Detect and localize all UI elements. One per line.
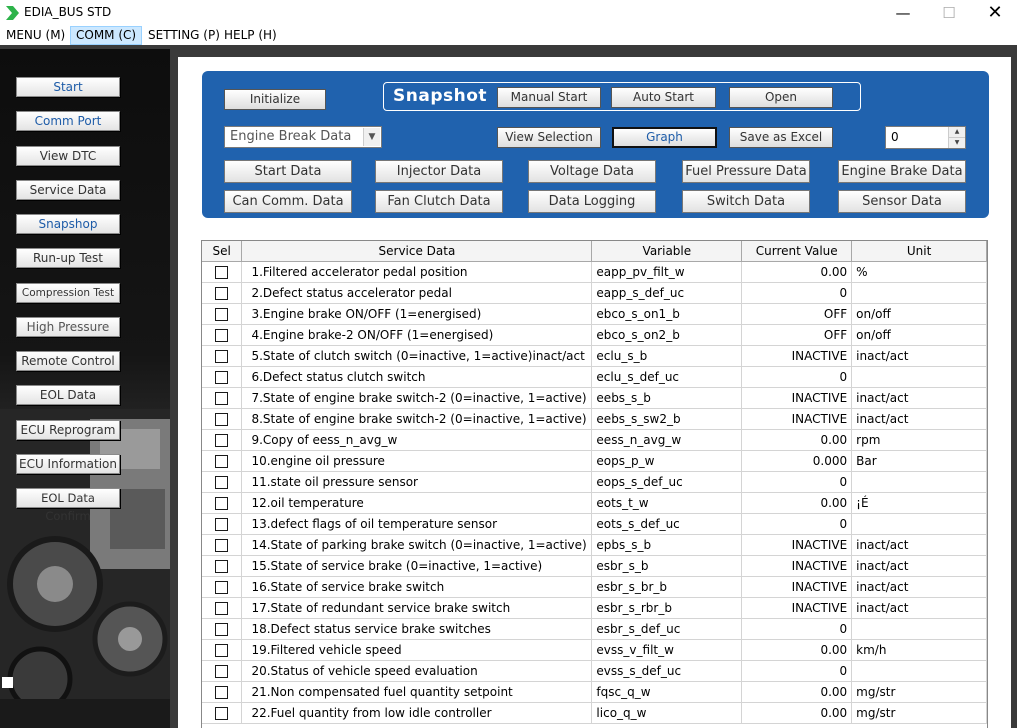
sidebar-comm-port-button[interactable]: Comm Port: [16, 111, 120, 131]
table-row[interactable]: [202, 430, 987, 451]
row-select-checkbox[interactable]: [215, 287, 228, 300]
data-logging-button[interactable]: Data Logging: [528, 190, 656, 213]
row-select-cell: [202, 535, 242, 556]
variable-name: eess_n_avg_w: [592, 430, 742, 451]
variable-name: eots_t_w: [592, 493, 742, 514]
row-select-cell: [202, 472, 242, 493]
row-select-cell: [202, 556, 242, 577]
row-select-cell: [202, 388, 242, 409]
table-row[interactable]: [202, 283, 987, 304]
service-data-name: 9.Copy of eess_n_avg_w: [242, 430, 592, 451]
row-select-cell: [202, 703, 242, 724]
table-row[interactable]: [202, 493, 987, 514]
unit: [852, 472, 987, 493]
unit: inact/act: [852, 388, 987, 409]
row-select-checkbox[interactable]: [215, 581, 228, 594]
service-data-table: [202, 241, 987, 724]
interval-spinner-value: 0: [891, 130, 899, 144]
row-select-checkbox[interactable]: [215, 413, 228, 426]
menu-setting[interactable]: SETTING (P): [148, 28, 220, 42]
unit: inact/act: [852, 577, 987, 598]
col-header-service-data[interactable]: Service Data: [242, 241, 592, 262]
row-select-cell: [202, 514, 242, 535]
current-value: OFF: [742, 304, 852, 325]
spin-down-icon[interactable]: ▼: [948, 137, 965, 148]
service-data-name: 1.Filtered accelerator pedal position: [242, 262, 592, 283]
variable-name: eapp_s_def_uc: [592, 283, 742, 304]
variable-name: epbs_s_b: [592, 535, 742, 556]
variable-name: eapp_pv_filt_w: [592, 262, 742, 283]
row-select-cell: [202, 451, 242, 472]
row-select-cell: [202, 598, 242, 619]
auto-start-button[interactable]: Auto Start: [611, 87, 716, 108]
service-data-name: 4.Engine brake-2 ON/OFF (1=energised): [242, 325, 592, 346]
close-button[interactable]: ✕: [987, 2, 1003, 23]
variable-name: esbr_s_br_b: [592, 577, 742, 598]
row-select-checkbox[interactable]: [215, 371, 228, 384]
menu-bar: [0, 26, 1017, 45]
start-data-button[interactable]: Start Data: [224, 160, 352, 183]
row-select-checkbox[interactable]: [215, 434, 228, 447]
variable-name: eops_s_def_uc: [592, 472, 742, 493]
row-select-cell: [202, 577, 242, 598]
sidebar-view-dtc-button[interactable]: View DTC: [16, 146, 120, 166]
table-row[interactable]: [202, 556, 987, 577]
unit: ¡É: [852, 493, 987, 514]
current-value: INACTIVE: [742, 409, 852, 430]
table-row[interactable]: [202, 577, 987, 598]
current-value: 0: [742, 472, 852, 493]
table-row[interactable]: [202, 619, 987, 640]
variable-name: fqsc_q_w: [592, 682, 742, 703]
unit: Bar: [852, 451, 987, 472]
variable-name: evss_s_def_uc: [592, 661, 742, 682]
row-select-cell: [202, 430, 242, 451]
table-row[interactable]: [202, 346, 987, 367]
sidebar-ecu-information-button[interactable]: ECU Information: [16, 454, 120, 474]
service-data-name: 5.State of clutch switch (0=inactive, 1=active)inact/act: [242, 346, 592, 367]
table-row[interactable]: [202, 661, 987, 682]
service-data-name: 18.Defect status service brake switches: [242, 619, 592, 640]
save-as-excel-button[interactable]: Save as Excel: [729, 127, 833, 148]
minimize-button[interactable]: —: [895, 4, 911, 22]
table-row[interactable]: [202, 409, 987, 430]
current-value: 0: [742, 283, 852, 304]
unit: [852, 661, 987, 682]
table-row[interactable]: [202, 451, 987, 472]
snapshot-title: Snapshot: [393, 86, 488, 106]
menu-help[interactable]: HELP (H): [224, 28, 277, 42]
unit: inact/act: [852, 346, 987, 367]
unit: rpm: [852, 430, 987, 451]
table-row[interactable]: [202, 388, 987, 409]
app-logo-icon: [4, 5, 20, 21]
row-select-checkbox[interactable]: [215, 497, 228, 510]
open-button[interactable]: Open: [729, 87, 833, 108]
current-value: 0.00: [742, 640, 852, 661]
unit: inact/act: [852, 535, 987, 556]
row-select-checkbox[interactable]: [215, 602, 228, 615]
sidebar-service-data-button[interactable]: Service Data: [16, 180, 120, 200]
service-data-name: 7.State of engine brake switch-2 (0=inactive, 1=active): [242, 388, 592, 409]
current-value: 0.00: [742, 430, 852, 451]
unit: %: [852, 262, 987, 283]
unit: [852, 283, 987, 304]
unit: km/h: [852, 640, 987, 661]
can-comm-data-button[interactable]: Can Comm. Data: [224, 190, 352, 213]
chevron-down-icon[interactable]: ▼: [363, 128, 380, 146]
initialize-button[interactable]: Initialize: [224, 89, 326, 110]
service-data-name: 8.State of engine brake switch-2 (0=inactive, 1=active): [242, 409, 592, 430]
row-select-checkbox[interactable]: [215, 539, 228, 552]
row-select-checkbox[interactable]: [215, 644, 228, 657]
variable-name: eops_p_w: [592, 451, 742, 472]
current-value: INACTIVE: [742, 577, 852, 598]
service-data-name: 12.oil temperature: [242, 493, 592, 514]
graph-button[interactable]: Graph: [612, 127, 717, 148]
row-select-checkbox[interactable]: [215, 392, 228, 405]
variable-name: ebco_s_on2_b: [592, 325, 742, 346]
interval-spinner[interactable]: [885, 126, 966, 149]
row-select-cell: [202, 367, 242, 388]
row-select-cell: [202, 409, 242, 430]
table-row[interactable]: [202, 640, 987, 661]
row-select-checkbox[interactable]: [215, 329, 228, 342]
current-value: INACTIVE: [742, 346, 852, 367]
unit: inact/act: [852, 409, 987, 430]
row-select-checkbox[interactable]: [215, 266, 228, 279]
current-value: INACTIVE: [742, 556, 852, 577]
current-value: 0.00: [742, 682, 852, 703]
variable-name: eclu_s_b: [592, 346, 742, 367]
current-value: 0: [742, 514, 852, 535]
current-value: 0: [742, 661, 852, 682]
service-data-name: 19.Filtered vehicle speed: [242, 640, 592, 661]
row-select-cell: [202, 346, 242, 367]
row-select-cell: [202, 325, 242, 346]
sidebar-remote-control-button[interactable]: Remote Control: [16, 351, 120, 371]
injector-data-button[interactable]: Injector Data: [375, 160, 503, 183]
current-value: 0.000: [742, 451, 852, 472]
sidebar-compression-test-button[interactable]: Compression Test: [16, 283, 120, 303]
current-value: 0.00: [742, 262, 852, 283]
service-data-name: 6.Defect status clutch switch: [242, 367, 592, 388]
row-select-checkbox[interactable]: [215, 476, 228, 489]
data-group-select-value: Engine Break Data: [230, 129, 352, 144]
table-row[interactable]: [202, 535, 987, 556]
service-data-grid: [201, 240, 988, 728]
service-data-name: 22.Fuel quantity from low idle controller: [242, 703, 592, 724]
col-header-sel[interactable]: Sel: [202, 241, 242, 262]
table-row[interactable]: [202, 325, 987, 346]
variable-name: eots_s_def_uc: [592, 514, 742, 535]
row-select-cell: [202, 640, 242, 661]
menu-menu[interactable]: MENU (M): [6, 28, 66, 42]
variable-name: esbr_s_def_uc: [592, 619, 742, 640]
fuel-pressure-data-button[interactable]: Fuel Pressure Data: [682, 160, 810, 183]
current-value: INACTIVE: [742, 535, 852, 556]
service-data-name: 16.State of service brake switch: [242, 577, 592, 598]
variable-name: ebco_s_on1_b: [592, 304, 742, 325]
maximize-button[interactable]: ☐: [942, 4, 956, 22]
current-value: OFF: [742, 325, 852, 346]
view-selection-button[interactable]: View Selection: [497, 127, 601, 148]
table-row[interactable]: [202, 472, 987, 493]
row-select-cell: [202, 262, 242, 283]
spin-up-icon[interactable]: ▲: [948, 127, 965, 137]
col-header-unit[interactable]: Unit: [852, 241, 987, 262]
data-group-select[interactable]: [224, 126, 382, 148]
sidebar-eol-data-confirm-button[interactable]: EOL Data Confirm: [16, 488, 120, 508]
row-select-cell: [202, 493, 242, 514]
table-header-row: [202, 241, 987, 262]
switch-data-button[interactable]: Switch Data: [682, 190, 810, 213]
sidebar-start-button[interactable]: Start: [16, 77, 120, 97]
current-value: 0.00: [742, 703, 852, 724]
unit: on/off: [852, 304, 987, 325]
sidebar-snapshop-button[interactable]: Snapshop: [16, 214, 120, 234]
service-data-name: 20.Status of vehicle speed evaluation: [242, 661, 592, 682]
table-row[interactable]: [202, 262, 987, 283]
col-header-current-value[interactable]: Current Value: [742, 241, 852, 262]
sidebar-run-up-test-button[interactable]: Run-up Test: [16, 248, 120, 268]
manual-start-button[interactable]: Manual Start: [497, 87, 601, 108]
row-select-cell: [202, 682, 242, 703]
service-data-name: 14.State of parking brake switch (0=inactive, 1=active): [242, 535, 592, 556]
variable-name: lico_q_w: [592, 703, 742, 724]
voltage-data-button[interactable]: Voltage Data: [528, 160, 656, 183]
sidebar-eol-data-button[interactable]: EOL Data: [16, 385, 120, 405]
table-row[interactable]: [202, 703, 987, 724]
row-select-checkbox[interactable]: [215, 665, 228, 678]
row-select-checkbox[interactable]: [215, 350, 228, 363]
table-row[interactable]: [202, 367, 987, 388]
service-data-name: 3.Engine brake ON/OFF (1=energised): [242, 304, 592, 325]
unit: mg/str: [852, 703, 987, 724]
table-body: [202, 262, 987, 724]
table-row[interactable]: [202, 304, 987, 325]
variable-name: esbr_s_rbr_b: [592, 598, 742, 619]
current-value: 0.00: [742, 493, 852, 514]
menu-comm[interactable]: COMM (C): [70, 26, 142, 45]
service-data-name: 13.defect flags of oil temperature sensor: [242, 514, 592, 535]
variable-name: esbr_s_b: [592, 556, 742, 577]
service-data-name: 21.Non compensated fuel quantity setpoint: [242, 682, 592, 703]
col-header-variable[interactable]: Variable: [592, 241, 742, 262]
row-select-cell: [202, 283, 242, 304]
service-data-name: 17.State of redundant service brake switch: [242, 598, 592, 619]
service-data-name: 2.Defect status accelerator pedal: [242, 283, 592, 304]
sensor-data-button[interactable]: Sensor Data: [838, 190, 966, 213]
row-select-checkbox[interactable]: [215, 560, 228, 573]
unit: inact/act: [852, 556, 987, 577]
variable-name: eebs_s_sw2_b: [592, 409, 742, 430]
service-data-name: 11.state oil pressure sensor: [242, 472, 592, 493]
engine-brake-data-button[interactable]: Engine Brake Data: [838, 160, 966, 183]
sidebar-marker: [2, 677, 13, 688]
service-data-name: 15.State of service brake (0=inactive, 1=active): [242, 556, 592, 577]
fan-clutch-data-button[interactable]: Fan Clutch Data: [375, 190, 503, 213]
row-select-checkbox[interactable]: [215, 623, 228, 636]
unit: [852, 619, 987, 640]
variable-name: evss_v_filt_w: [592, 640, 742, 661]
row-select-checkbox[interactable]: [215, 518, 228, 531]
unit: inact/act: [852, 598, 987, 619]
row-select-checkbox[interactable]: [215, 308, 228, 321]
unit: [852, 367, 987, 388]
row-select-checkbox[interactable]: [215, 686, 228, 699]
row-select-cell: [202, 619, 242, 640]
current-value: 0: [742, 367, 852, 388]
unit: mg/str: [852, 682, 987, 703]
table-row[interactable]: [202, 682, 987, 703]
unit: on/off: [852, 325, 987, 346]
current-value: INACTIVE: [742, 598, 852, 619]
table-row[interactable]: [202, 598, 987, 619]
row-select-checkbox[interactable]: [215, 707, 228, 720]
current-value: 0: [742, 619, 852, 640]
current-value: INACTIVE: [742, 388, 852, 409]
window-title: EDIA_BUS STD: [24, 5, 112, 19]
sidebar-high-pressure-button[interactable]: High Pressure: [16, 317, 120, 337]
unit: [852, 514, 987, 535]
sidebar-ecu-reprogram-button[interactable]: ECU Reprogram: [16, 420, 120, 440]
row-select-cell: [202, 661, 242, 682]
row-select-checkbox[interactable]: [215, 455, 228, 468]
row-select-cell: [202, 304, 242, 325]
table-row[interactable]: [202, 514, 987, 535]
title-bar: [0, 0, 1017, 26]
variable-name: eclu_s_def_uc: [592, 367, 742, 388]
variable-name: eebs_s_b: [592, 388, 742, 409]
service-data-name: 10.engine oil pressure: [242, 451, 592, 472]
